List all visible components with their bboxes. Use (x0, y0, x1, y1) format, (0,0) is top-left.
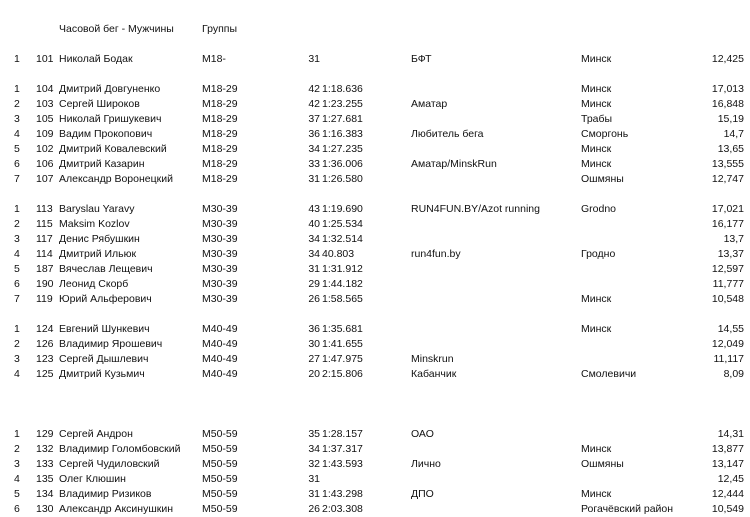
cell-group: М18- (202, 53, 226, 65)
cell-city: Гродно (581, 248, 616, 260)
result-row (0, 292, 750, 307)
cell-laps: 27 (308, 353, 320, 365)
cell-bib: 101 (36, 53, 54, 65)
cell-bib: 132 (36, 443, 54, 455)
cell-time: 1:27.235 (322, 143, 363, 155)
cell-laps: 40 (308, 218, 320, 230)
cell-city: Трабы (581, 113, 613, 125)
cell-distance: 16,177 (711, 218, 744, 230)
cell-bib: 130 (36, 503, 54, 515)
cell-laps: 34 (308, 443, 320, 455)
cell-city: Grodno (581, 203, 617, 215)
cell-laps: 34 (308, 248, 320, 260)
result-row (0, 442, 750, 457)
cell-time: 2:03.308 (322, 503, 363, 515)
cell-name: Сергей Чудиловский (59, 458, 160, 470)
cell-name: Александр Воронецкий (59, 173, 173, 185)
cell-place: 6 (14, 278, 20, 290)
cell-laps: 34 (308, 233, 320, 245)
cell-bib: 123 (36, 353, 54, 365)
cell-distance: 8,09 (723, 368, 744, 380)
cell-time: 1:25.534 (322, 218, 363, 230)
cell-time: 1:58.565 (322, 293, 363, 305)
cell-city: Минск (581, 323, 612, 335)
cell-name: Леонид Скорб (59, 278, 129, 290)
cell-time: 2:15.806 (322, 368, 363, 380)
cell-club: RUN4FUN.BY/Azot running (411, 203, 540, 215)
cell-distance: 13,7 (723, 233, 744, 245)
cell-city: Минск (581, 143, 612, 155)
cell-time: 1:23.255 (322, 98, 363, 110)
cell-name: Олег Клюшин (59, 473, 126, 485)
cell-bib: 133 (36, 458, 54, 470)
cell-group: М40-49 (202, 353, 238, 365)
cell-club: Любитель бега (411, 128, 484, 140)
cell-bib: 109 (36, 128, 54, 140)
cell-club: run4fun.by (411, 248, 461, 260)
cell-time: 1:26.580 (322, 173, 363, 185)
cell-time: 1:19.690 (322, 203, 363, 215)
cell-laps: 26 (308, 503, 320, 515)
cell-group: М50-59 (202, 473, 238, 485)
cell-bib: 134 (36, 488, 54, 500)
cell-distance: 13,37 (717, 248, 744, 260)
cell-bib: 114 (36, 248, 53, 260)
cell-place: 1 (14, 203, 20, 215)
cell-group: М30-39 (202, 203, 238, 215)
cell-group: М18-29 (202, 128, 238, 140)
cell-place: 1 (14, 323, 20, 335)
cell-laps: 31 (308, 473, 320, 485)
cell-bib: 129 (36, 428, 54, 440)
cell-distance: 12,45 (717, 473, 744, 485)
result-row (0, 217, 750, 232)
cell-laps: 29 (308, 278, 320, 290)
sheet-title: Часовой бег - Мужчины (59, 23, 174, 35)
cell-name: Владимир Голомбовский (59, 443, 181, 455)
cell-bib: 117 (36, 233, 53, 245)
result-row (0, 502, 750, 517)
cell-name: Николай Гришукевич (59, 113, 162, 125)
cell-laps: 31 (308, 53, 320, 65)
cell-name: Дмитрий Кузьмич (59, 368, 145, 380)
cell-laps: 36 (308, 323, 320, 335)
cell-laps: 31 (308, 263, 320, 275)
cell-laps: 26 (308, 293, 320, 305)
cell-distance: 12,597 (711, 263, 744, 275)
cell-group: М50-59 (202, 428, 238, 440)
cell-place: 5 (14, 263, 20, 275)
cell-club: ДПО (411, 488, 434, 500)
cell-laps: 35 (308, 428, 320, 440)
cell-name: Дмитрий Ильюк (59, 248, 137, 260)
cell-distance: 10,549 (711, 503, 744, 515)
cell-distance: 15,19 (717, 113, 744, 125)
cell-time: 1:16.383 (322, 128, 363, 140)
cell-name: Дмитрий Ковалевский (59, 143, 167, 155)
cell-city: Смолевичи (581, 368, 637, 380)
result-row (0, 352, 750, 367)
cell-time: 1:27.681 (322, 113, 363, 125)
cell-laps: 20 (308, 368, 320, 380)
cell-distance: 13,555 (711, 158, 744, 170)
cell-time: 1:37.317 (322, 443, 363, 455)
cell-laps: 37 (308, 113, 320, 125)
cell-time: 1:43.298 (322, 488, 363, 500)
cell-bib: 106 (36, 158, 54, 170)
cell-laps: 31 (308, 173, 320, 185)
result-row (0, 142, 750, 157)
cell-name: Вячеслав Лещевич (59, 263, 153, 275)
cell-laps: 33 (308, 158, 320, 170)
cell-bib: 102 (36, 143, 54, 155)
cell-city: Минск (581, 443, 612, 455)
cell-name: Евгений Шункевич (59, 323, 150, 335)
cell-name: Владимир Ризиков (59, 488, 152, 500)
cell-group: М30-39 (202, 278, 238, 290)
cell-group: М50-59 (202, 458, 238, 470)
cell-time: 1:32.514 (322, 233, 363, 245)
cell-name: Сергей Андрон (59, 428, 133, 440)
cell-distance: 13,65 (717, 143, 744, 155)
cell-group: М18-29 (202, 98, 238, 110)
cell-group: М30-39 (202, 248, 238, 260)
cell-bib: 135 (36, 473, 54, 485)
cell-time: 1:31.912 (322, 263, 363, 275)
cell-place: 2 (14, 338, 20, 350)
cell-bib: 126 (36, 338, 54, 350)
cell-group: М18-29 (202, 143, 238, 155)
result-row (0, 157, 750, 172)
cell-time: 1:28.157 (322, 428, 363, 440)
cell-name: Владимир Ярошевич (59, 338, 163, 350)
cell-place: 3 (14, 353, 20, 365)
cell-time: 1:41.655 (322, 338, 363, 350)
result-row (0, 337, 750, 352)
cell-bib: 107 (36, 173, 54, 185)
cell-group: М18-29 (202, 158, 238, 170)
cell-city: Сморгонь (581, 128, 629, 140)
cell-distance: 10,548 (711, 293, 744, 305)
cell-time: 1:35.681 (322, 323, 363, 335)
cell-group: М18-29 (202, 113, 238, 125)
cell-city: Минск (581, 488, 612, 500)
cell-place: 3 (14, 113, 20, 125)
result-row (0, 427, 750, 442)
cell-place: 4 (14, 473, 20, 485)
cell-laps: 32 (308, 458, 320, 470)
cell-bib: 104 (36, 83, 54, 95)
cell-time: 1:47.975 (322, 353, 363, 365)
cell-place: 3 (14, 458, 20, 470)
cell-club: Кабанчик (411, 368, 457, 380)
cell-distance: 14,7 (723, 128, 744, 140)
cell-city: Ошмяны (581, 458, 624, 470)
cell-name: Дмитрий Довгуненко (59, 83, 161, 95)
cell-city: Ошмяны (581, 173, 624, 185)
result-row (0, 97, 750, 112)
cell-distance: 12,444 (711, 488, 744, 500)
cell-club: БФТ (411, 53, 432, 65)
cell-group: М18-29 (202, 173, 238, 185)
cell-bib: 124 (36, 323, 54, 335)
cell-distance: 12,049 (711, 338, 744, 350)
cell-bib: 115 (36, 218, 53, 230)
cell-laps: 30 (308, 338, 320, 350)
cell-name: Николай Бодак (59, 53, 133, 65)
cell-distance: 12,747 (711, 173, 744, 185)
cell-place: 2 (14, 98, 20, 110)
result-row (0, 367, 750, 382)
groups-column-header: Группы (202, 23, 237, 35)
cell-laps: 31 (308, 488, 320, 500)
cell-place: 1 (14, 83, 20, 95)
cell-place: 4 (14, 248, 20, 260)
cell-place: 5 (14, 488, 20, 500)
cell-bib: 187 (36, 263, 54, 275)
cell-name: Maksim Kozlov (59, 218, 130, 230)
cell-name: Денис Рябушкин (59, 233, 140, 245)
cell-bib: 113 (36, 203, 53, 215)
cell-place: 1 (14, 53, 20, 65)
cell-place: 7 (14, 293, 20, 305)
result-row (0, 172, 750, 187)
cell-bib: 190 (36, 278, 54, 290)
cell-place: 7 (14, 173, 20, 185)
cell-club: Аматар/MinskRun (411, 158, 497, 170)
cell-city: Минск (581, 83, 612, 95)
cell-club: Лично (411, 458, 441, 470)
cell-laps: 42 (308, 98, 320, 110)
cell-place: 2 (14, 218, 20, 230)
cell-place: 5 (14, 143, 20, 155)
result-row (0, 457, 750, 472)
cell-city: Минск (581, 53, 612, 65)
cell-distance: 11,777 (712, 278, 744, 290)
cell-laps: 36 (308, 128, 320, 140)
cell-group: М30-39 (202, 263, 238, 275)
cell-group: М40-49 (202, 368, 238, 380)
result-row (0, 112, 750, 127)
result-row (0, 82, 750, 97)
cell-name: Юрий Альферович (59, 293, 152, 305)
result-row (0, 322, 750, 337)
cell-time: 1:44.182 (322, 278, 363, 290)
cell-name: Baryslau Yaravy (59, 203, 135, 215)
cell-distance: 17,013 (711, 83, 744, 95)
cell-distance: 16,848 (711, 98, 744, 110)
cell-time: 1:36.006 (322, 158, 363, 170)
cell-laps: 42 (308, 83, 320, 95)
result-row (0, 232, 750, 247)
cell-place: 3 (14, 233, 20, 245)
cell-name: Сергей Широков (59, 98, 140, 110)
cell-club: ОАО (411, 428, 434, 440)
cell-city: Минск (581, 158, 612, 170)
cell-group: М50-59 (202, 503, 238, 515)
result-row (0, 262, 750, 277)
result-row (0, 52, 750, 67)
cell-bib: 119 (36, 293, 53, 305)
cell-laps: 43 (308, 203, 320, 215)
cell-distance: 12,425 (711, 53, 744, 65)
cell-distance: 11,117 (713, 353, 744, 365)
cell-laps: 34 (308, 143, 320, 155)
cell-distance: 13,147 (711, 458, 744, 470)
cell-club: Аматар (411, 98, 448, 110)
cell-bib: 105 (36, 113, 54, 125)
cell-city: Минск (581, 98, 612, 110)
cell-bib: 125 (36, 368, 54, 380)
cell-city: Минск (581, 293, 612, 305)
cell-name: Дмитрий Казарин (59, 158, 145, 170)
cell-distance: 14,31 (717, 428, 744, 440)
cell-time: 1:43.593 (322, 458, 363, 470)
cell-group: М40-49 (202, 338, 238, 350)
result-row (0, 472, 750, 487)
cell-place: 1 (14, 428, 20, 440)
cell-group: М50-59 (202, 443, 238, 455)
cell-group: М50-59 (202, 488, 238, 500)
cell-city: Рогачёвский район (581, 503, 674, 515)
cell-place: 6 (14, 503, 20, 515)
cell-group: М18-29 (202, 83, 238, 95)
cell-distance: 17,021 (711, 203, 744, 215)
cell-name: Сергей Дышлевич (59, 353, 149, 365)
cell-place: 6 (14, 158, 20, 170)
cell-group: М30-39 (202, 293, 238, 305)
cell-group: М30-39 (202, 218, 238, 230)
result-row (0, 277, 750, 292)
result-row (0, 202, 750, 217)
cell-time: 1:18.636 (322, 83, 363, 95)
cell-place: 4 (14, 368, 20, 380)
cell-name: Вадим Прокопович (59, 128, 153, 140)
cell-time: 40.803 (322, 248, 355, 260)
cell-distance: 14,55 (717, 323, 744, 335)
cell-bib: 103 (36, 98, 54, 110)
result-row (0, 247, 750, 262)
cell-place: 2 (14, 443, 20, 455)
result-row (0, 127, 750, 142)
cell-name: Александр Аксинушкин (59, 503, 174, 515)
cell-distance: 13,877 (711, 443, 744, 455)
cell-place: 4 (14, 128, 20, 140)
cell-group: М30-39 (202, 233, 238, 245)
cell-group: М40-49 (202, 323, 238, 335)
cell-club: Minskrun (411, 353, 454, 365)
